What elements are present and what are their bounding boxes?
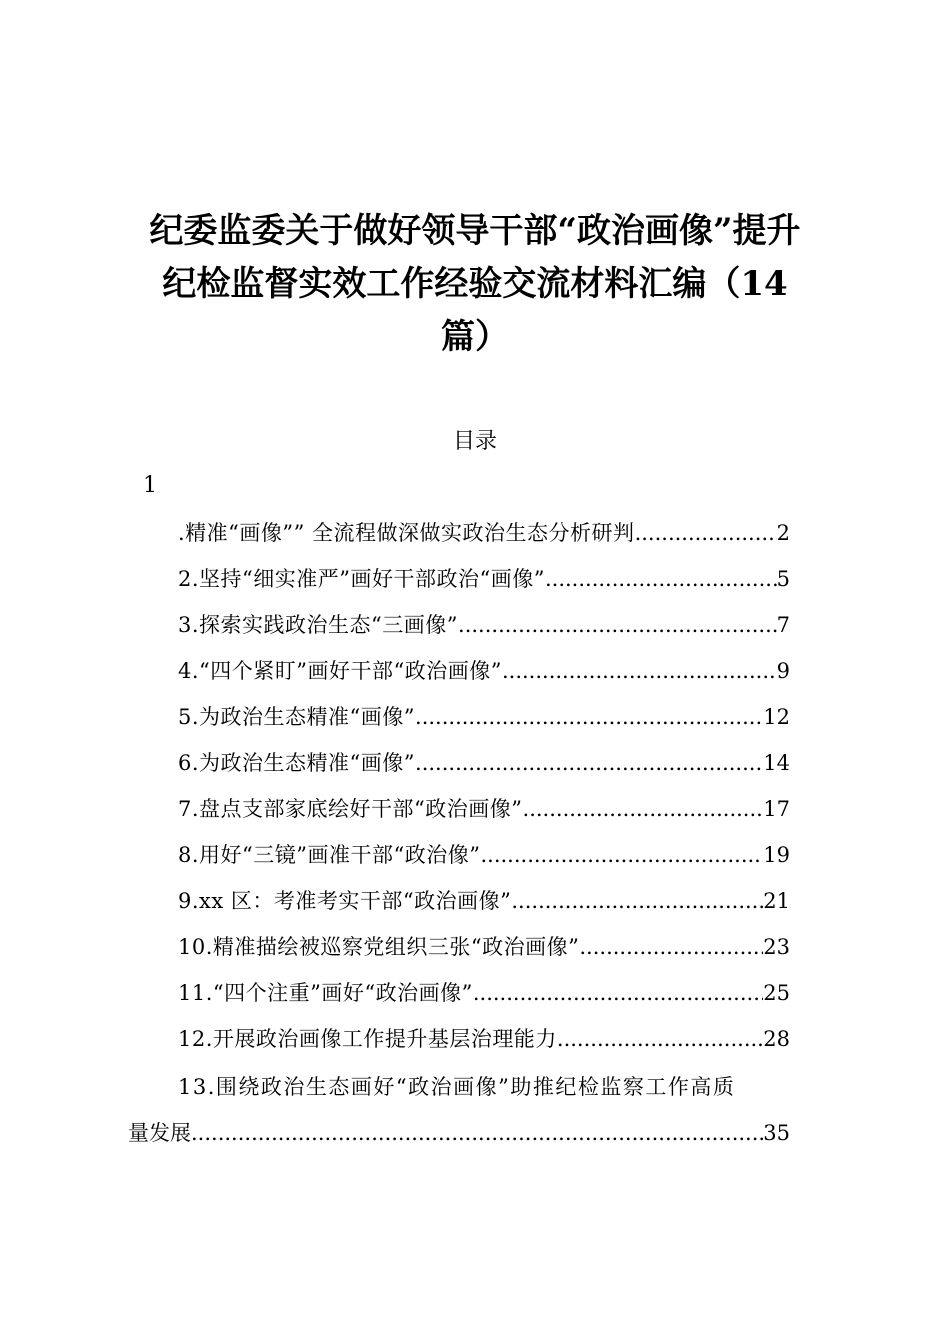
toc-leader xyxy=(502,656,777,686)
toc-entry-page: 17 xyxy=(763,797,790,821)
toc-leader xyxy=(415,702,763,732)
toc-entry-text: .精准“画像”” 全流程做深做实政治生态分析研判 xyxy=(178,521,635,545)
toc-entry-page: 35 xyxy=(763,1121,790,1145)
toc-entry-text: 3.探索实践政治生态“三画像” xyxy=(178,613,459,637)
toc-leader xyxy=(511,886,763,916)
toc-leader xyxy=(579,932,763,962)
toc-entry-page: 28 xyxy=(763,1027,790,1051)
toc-heading: 目录 xyxy=(452,429,497,454)
toc-entry-13-line2[interactable] xyxy=(128,1118,790,1148)
toc-entry-page: 12 xyxy=(763,705,790,729)
toc-entry-page: 25 xyxy=(763,981,790,1005)
toc-entry-page: 9 xyxy=(776,659,790,683)
toc-entry[interactable] xyxy=(178,886,790,916)
toc-entry-page: 23 xyxy=(763,935,790,959)
toc-leader xyxy=(473,978,763,1008)
toc-entry[interactable] xyxy=(178,978,790,1008)
toc-entry-text: 10.精准描绘被巡察党组织三张“政治画像” xyxy=(178,935,580,959)
toc-entry-text: 5.为政治生态精准“画像” xyxy=(178,705,416,729)
toc-entry[interactable] xyxy=(178,748,790,778)
toc-entry[interactable] xyxy=(178,610,790,640)
toc-entry[interactable] xyxy=(178,840,790,870)
toc-leader xyxy=(557,1024,763,1054)
toc-entry-text: 6.为政治生态精准“画像” xyxy=(178,751,416,775)
toc-entry-text: 7.盘点支部家底绘好干部“政治画像” xyxy=(178,797,523,821)
toc-entry-13-line1[interactable]: 13.围绕政治生态画好“政治画像”助推纪检监察工作高质 xyxy=(178,1075,736,1099)
toc-entry-page: 21 xyxy=(763,889,790,913)
toc-entry-text: 4.“四个紧盯”画好干部“政治画像” xyxy=(178,659,502,683)
toc-entry-text: 11.“四个注重”画好“政治画像” xyxy=(178,981,473,1005)
toc-leader xyxy=(191,1118,763,1148)
title-line-3: 篇） xyxy=(441,317,509,357)
toc-leader xyxy=(415,748,763,778)
toc-entry-page: 5 xyxy=(776,567,790,591)
toc-entry[interactable] xyxy=(178,1024,790,1054)
toc-entry-page: 2 xyxy=(776,521,790,545)
title-line-2: 纪检监督实效工作经验交流材料汇编（14 xyxy=(162,264,788,304)
toc-entry-text: 9.xx 区：考准考实干部“政治画像” xyxy=(178,889,512,913)
toc-entry-text: 12.开展政治画像工作提升基层治理能力 xyxy=(178,1027,557,1051)
toc-entry[interactable] xyxy=(178,932,790,962)
toc-entry-page: 14 xyxy=(763,751,790,775)
toc-leader xyxy=(545,564,777,594)
toc-entry-text: 2.坚持“细实准严”画好干部政治“画像” xyxy=(178,567,545,591)
toc-leader xyxy=(523,794,764,824)
toc-leader xyxy=(458,610,777,640)
toc-entry[interactable] xyxy=(178,564,790,594)
toc-entry[interactable] xyxy=(178,518,790,548)
toc-entry[interactable] xyxy=(178,656,790,686)
toc-entry[interactable] xyxy=(178,702,790,732)
toc-leader xyxy=(635,518,777,548)
toc-entry[interactable] xyxy=(178,794,790,824)
toc-entry-page: 7 xyxy=(776,613,790,637)
toc-entry-page: 19 xyxy=(763,843,790,867)
toc-entry-text: 量发展 xyxy=(128,1121,191,1145)
document-title xyxy=(110,205,840,364)
toc-first-number: 1 xyxy=(143,473,157,498)
toc-leader xyxy=(480,840,763,870)
title-line-1: 纪委监委关于做好领导干部“政治画像”提升 xyxy=(149,211,801,251)
toc-entry-text: 8.用好“三镜”画准干部“政治像” xyxy=(178,843,481,867)
